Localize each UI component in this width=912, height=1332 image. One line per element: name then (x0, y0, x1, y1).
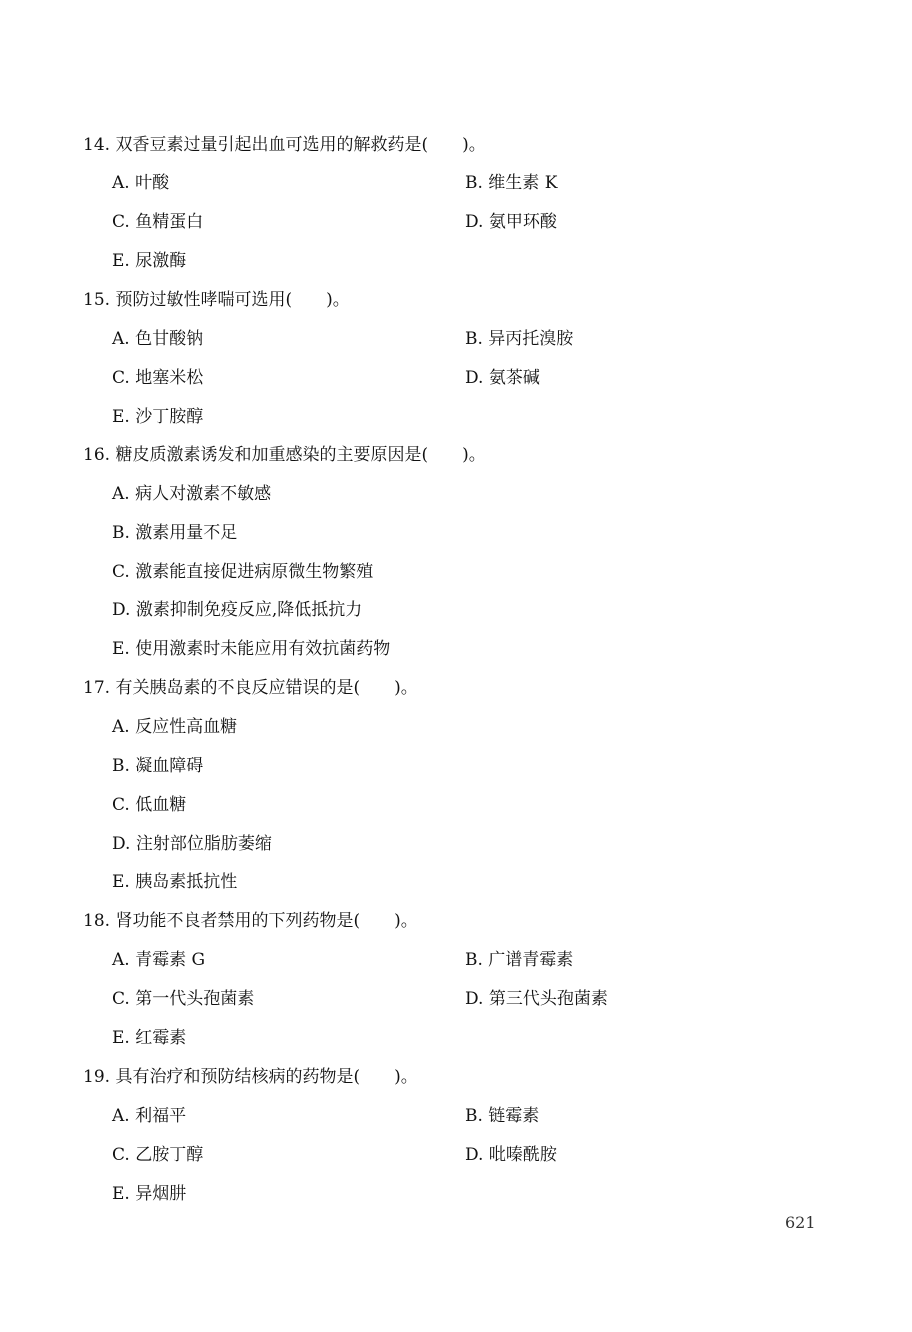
option-row (0, 1025, 912, 1051)
option-b: B. 激素用量不足 (112, 523, 238, 543)
option-b: B. 链霉素 (465, 1106, 540, 1126)
option-row (0, 365, 912, 391)
option-e: E. 胰岛素抵抗性 (112, 872, 238, 892)
option-row (0, 869, 912, 895)
question-stem: 16. 糖皮质激素诱发和加重感染的主要原因是( )。 (83, 445, 486, 465)
option-row (0, 947, 912, 973)
option-row (0, 1142, 912, 1168)
option-c: C. 第一代头孢菌素 (112, 989, 255, 1009)
option-e: E. 红霉素 (112, 1028, 187, 1048)
option-row (0, 986, 912, 1012)
option-b: B. 凝血障碍 (112, 756, 204, 776)
option-c: C. 鱼精蛋白 (112, 212, 204, 232)
option-e: E. 异烟肼 (112, 1184, 187, 1204)
question-16 (0, 442, 912, 468)
question-stem: 14. 双香豆素过量引起出血可选用的解救药是( )。 (83, 135, 486, 155)
option-row (0, 1103, 912, 1129)
option-b: B. 广谱青霉素 (465, 950, 574, 970)
option-a: A. 利福平 (112, 1106, 187, 1126)
option-d: D. 第三代头孢菌素 (465, 989, 608, 1009)
option-d: D. 吡嗪酰胺 (465, 1145, 557, 1165)
option-row (0, 559, 912, 585)
option-row (0, 404, 912, 430)
question-stem: 18. 肾功能不良者禁用的下列药物是( )。 (83, 911, 418, 931)
question-stem: 17. 有关胰岛素的不良反应错误的是( )。 (83, 678, 418, 698)
option-a: A. 色甘酸钠 (112, 329, 204, 349)
option-row (0, 209, 912, 235)
page-number: 621 (785, 1213, 816, 1232)
option-row (0, 248, 912, 274)
option-c: C. 低血糖 (112, 795, 187, 815)
question-stem: 15. 预防过敏性哮喘可选用( )。 (83, 290, 350, 310)
option-d: D. 激素抑制免疫反应,降低抵抗力 (112, 600, 363, 620)
option-row (0, 481, 912, 507)
option-row (0, 792, 912, 818)
option-row (0, 753, 912, 779)
option-row (0, 170, 912, 196)
option-a: A. 病人对激素不敏感 (112, 484, 272, 504)
option-row (0, 597, 912, 623)
question-18 (0, 908, 912, 934)
question-stem: 19. 具有治疗和预防结核病的药物是( )。 (83, 1067, 418, 1087)
option-row (0, 326, 912, 352)
option-d: D. 氨甲环酸 (465, 212, 557, 232)
option-row (0, 636, 912, 662)
option-a: A. 反应性高血糖 (112, 717, 238, 737)
option-b: B. 维生素 K (465, 173, 558, 193)
option-c: C. 地塞米松 (112, 368, 204, 388)
option-row (0, 1181, 912, 1207)
option-d: D. 氨茶碱 (465, 368, 540, 388)
option-c: C. 乙胺丁醇 (112, 1145, 204, 1165)
question-14 (0, 132, 912, 158)
option-d: D. 注射部位脂肪萎缩 (112, 834, 272, 854)
option-c: C. 激素能直接促进病原微生物繁殖 (112, 562, 374, 582)
option-a: A. 叶酸 (112, 173, 170, 193)
option-e: E. 沙丁胺醇 (112, 407, 204, 427)
option-a: A. 青霉素 G (112, 950, 206, 970)
option-row (0, 831, 912, 857)
option-e: E. 使用激素时未能应用有效抗菌药物 (112, 639, 391, 659)
option-row (0, 714, 912, 740)
option-row (0, 520, 912, 546)
question-19 (0, 1064, 912, 1090)
question-15 (0, 287, 912, 313)
option-b: B. 异丙托溴胺 (465, 329, 574, 349)
question-17 (0, 675, 912, 701)
option-e: E. 尿激酶 (112, 251, 187, 271)
